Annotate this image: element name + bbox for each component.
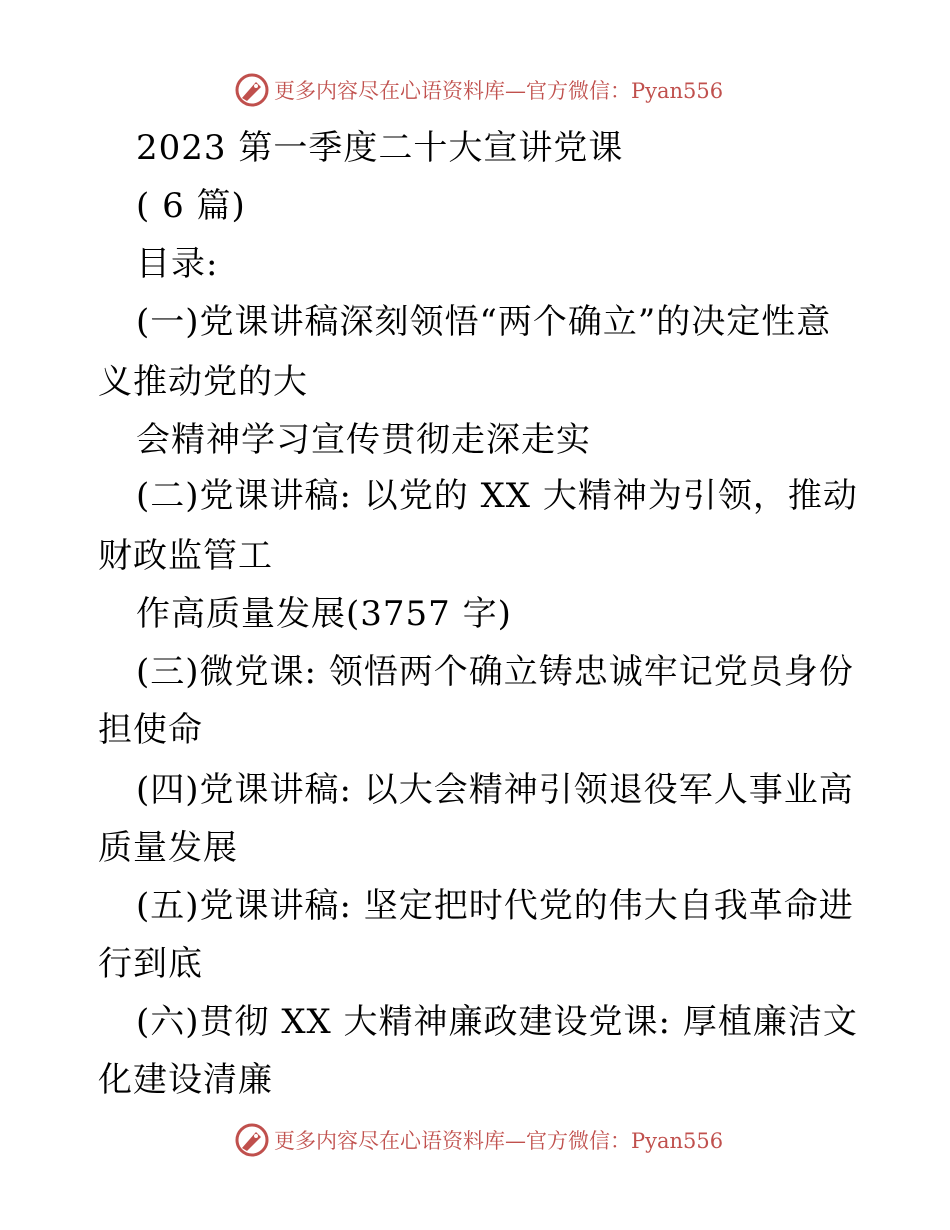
toc-line: 质量发展 bbox=[98, 828, 238, 868]
toc-line: (四)党课讲稿: 以大会精神引领退役军人事业高 bbox=[136, 770, 854, 810]
pen-nib-logo-icon bbox=[234, 1122, 270, 1158]
document-count: ( 6 篇) bbox=[136, 186, 246, 226]
toc-line: 会精神学习宣传贯彻走深走实 bbox=[136, 420, 591, 460]
toc-line: (五)党课讲稿: 坚定把时代党的伟大自我革命进 bbox=[136, 886, 854, 926]
toc-line: 担使命 bbox=[98, 710, 203, 750]
toc-line: 财政监管工 bbox=[98, 536, 273, 576]
toc-line: 义推动党的大 bbox=[98, 362, 308, 402]
banner-text bbox=[274, 1125, 723, 1155]
header-watermark-banner bbox=[234, 70, 723, 110]
document-title: 2023 第一季度二十大宣讲党课 bbox=[136, 128, 624, 168]
banner-text bbox=[274, 75, 723, 105]
toc-label: 目录: bbox=[136, 244, 219, 284]
toc-line: 作高质量发展(3757 字) bbox=[136, 594, 512, 634]
toc-line: 化建设清廉 bbox=[98, 1060, 273, 1100]
banner-wechat-id: Pyan556 bbox=[631, 79, 724, 103]
footer-watermark-banner bbox=[234, 1120, 723, 1160]
banner-wechat-id: Pyan556 bbox=[631, 1129, 724, 1153]
toc-line: (六)贯彻 XX 大精神廉政建设党课: 厚植廉洁文 bbox=[136, 1002, 858, 1042]
toc-line: (一)党课讲稿深刻领悟“两个确立”的决定性意 bbox=[136, 302, 832, 342]
toc-line: 行到底 bbox=[98, 944, 203, 984]
toc-line: (二)党课讲稿: 以党的 XX 大精神为引领，推动 bbox=[136, 476, 858, 516]
toc-line: (三)微党课: 领悟两个确立铸忠诚牢记党员身份 bbox=[136, 652, 854, 692]
pen-nib-logo-icon bbox=[234, 72, 270, 108]
banner-label: 更多内容尽在心语资料库—官方微信： bbox=[274, 79, 631, 103]
banner-label: 更多内容尽在心语资料库—官方微信： bbox=[274, 1129, 631, 1153]
